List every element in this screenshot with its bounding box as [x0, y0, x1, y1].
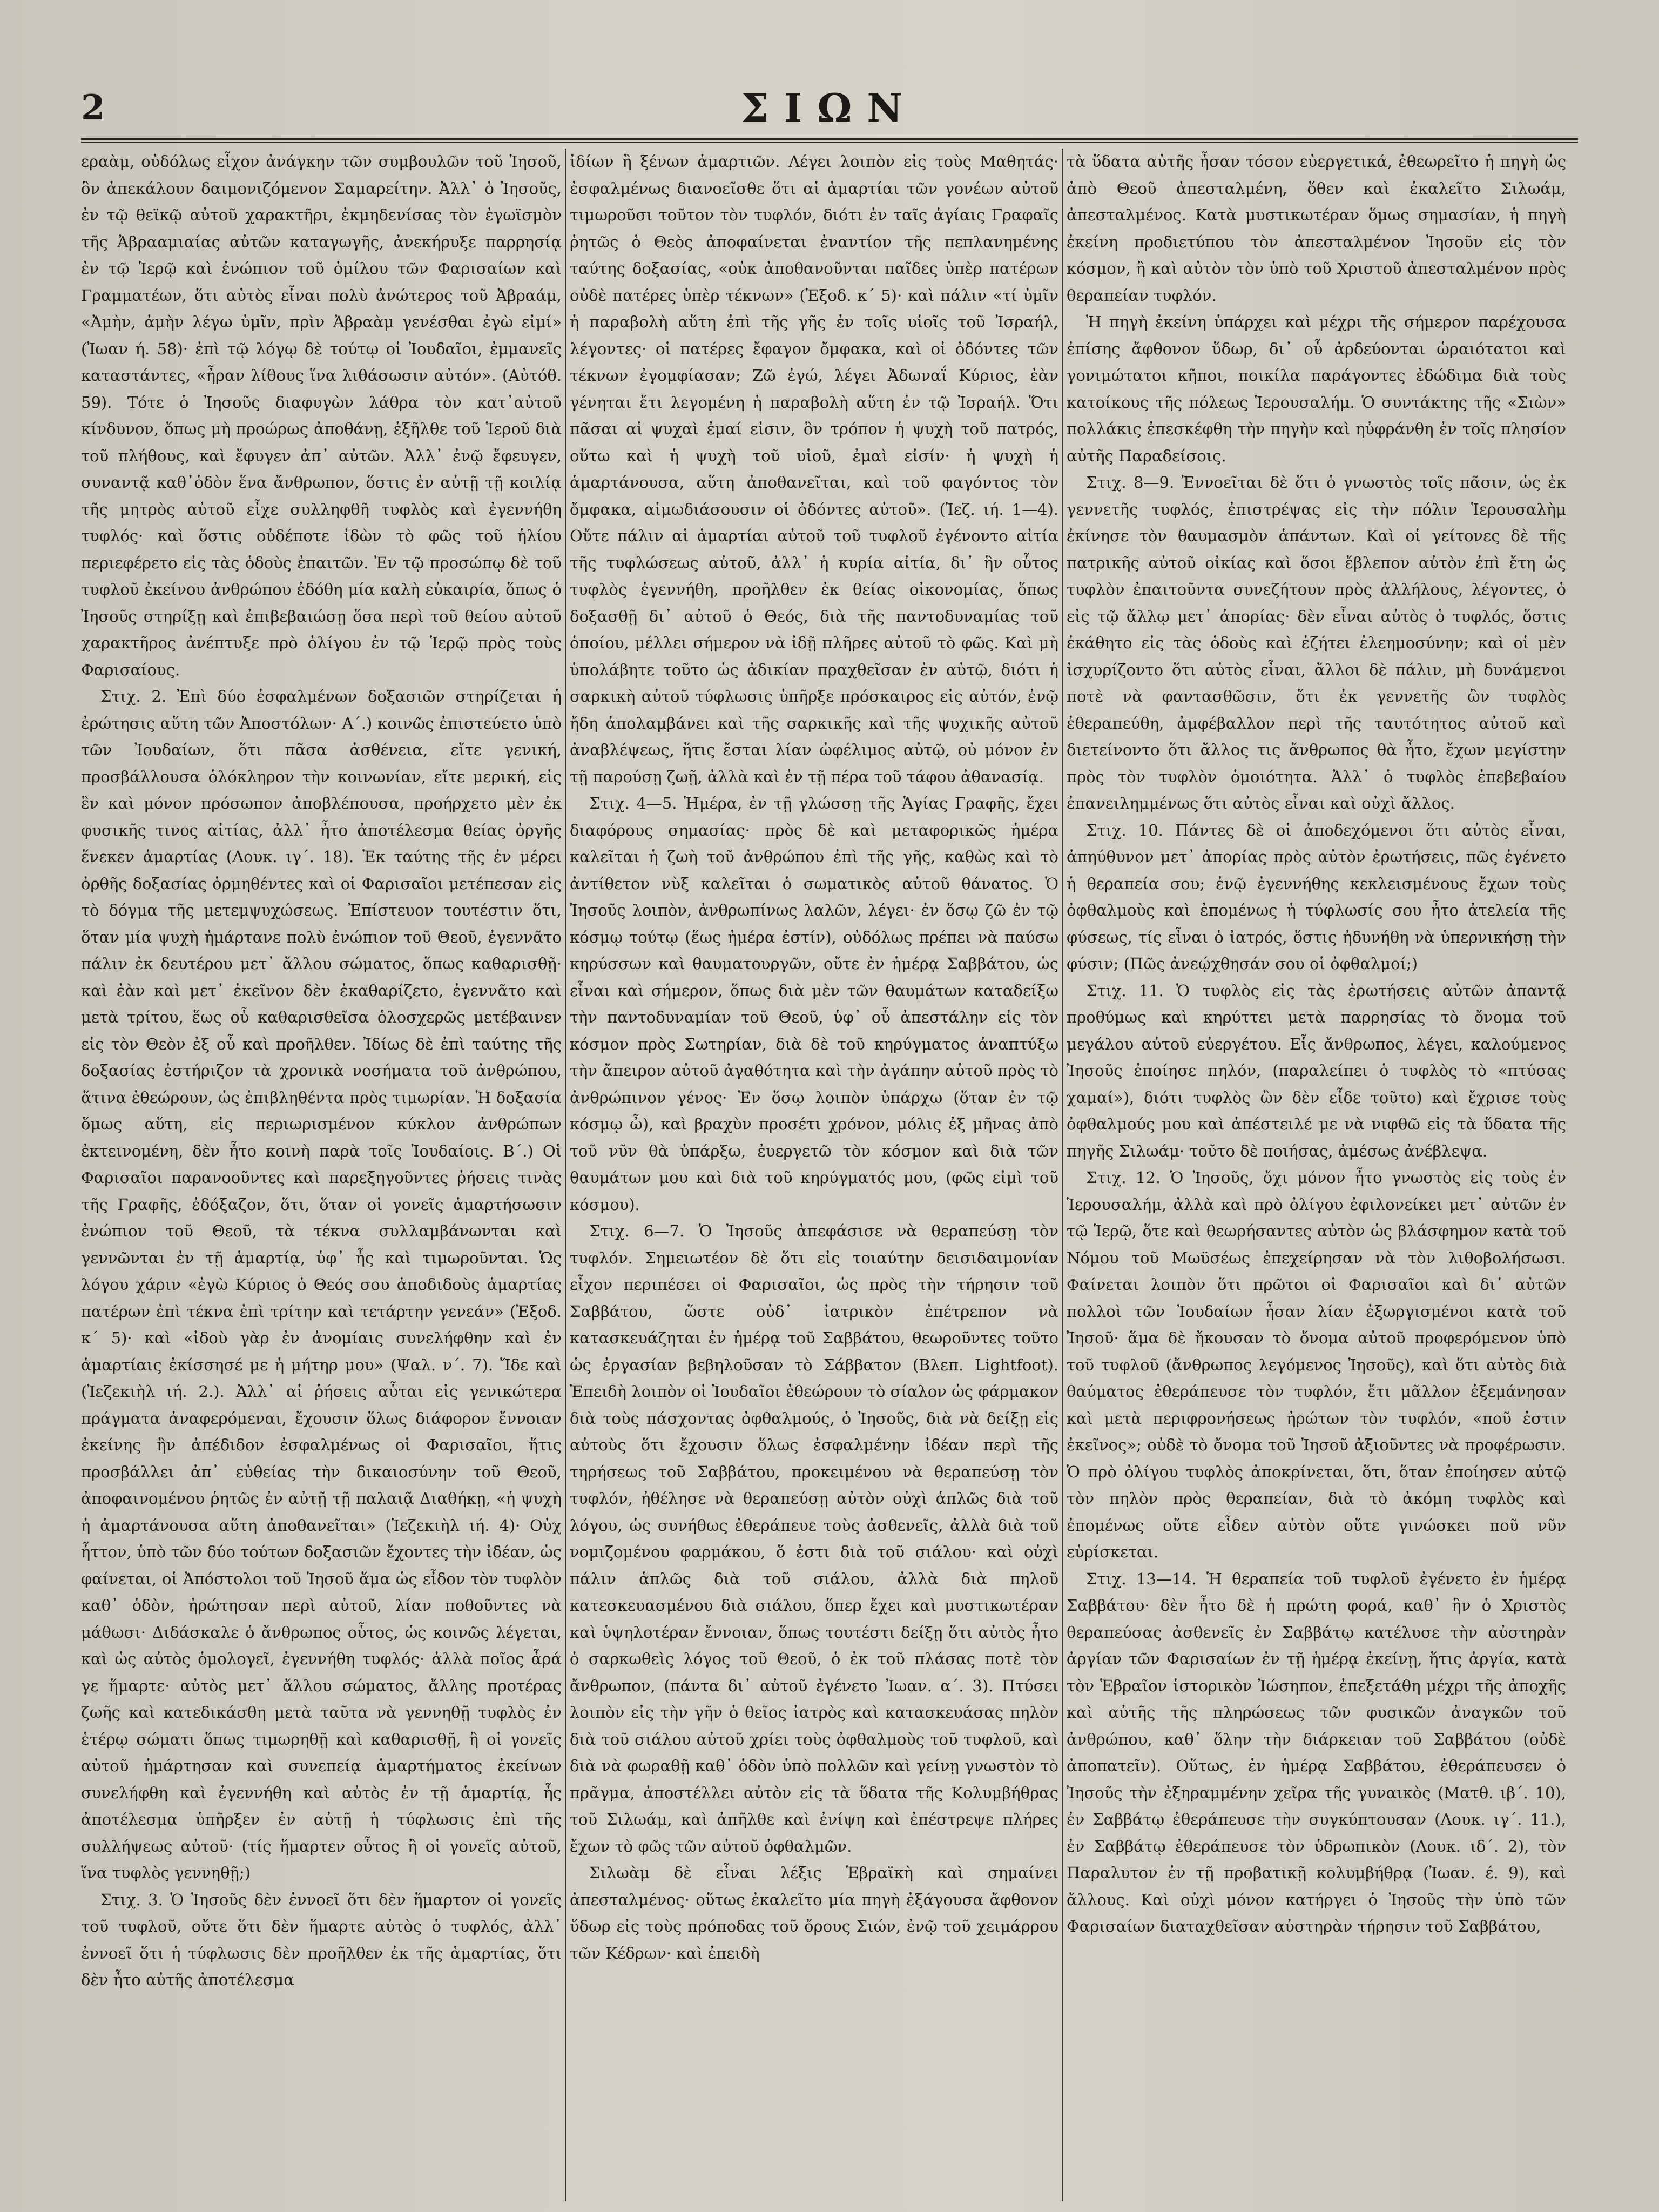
- header-rule: [81, 138, 1578, 140]
- paragraph: Στιχ. 3. Ὁ Ἰησοῦς δὲν ἐννοεῖ ὅτι δὲν ἥμαρτον οἱ γονεῖς τοῦ τυφλοῦ, οὔτε ὅτι δὲν ἥμαρτε αὐτὸς ὁ τυφλός, ἀλλ᾽ ἐννοεῖ ὅτι ἡ τύφλωσις δὲν προῆλθεν ἐκ τῆς ἁμαρτίας, ὅτι δὲν ἦτο αὐτῆς ἀποτέλεσμα: [81, 1890, 562, 1989]
- masthead-title: ΣΙΩΝ: [741, 85, 918, 131]
- paragraph: Στιχ. 11. Ὁ τυφλὸς εἰς τὰς ἐρωτήσεις αὐτῶν ἀπαντᾷ προθύμως καὶ κηρύττει μετὰ παρρησίας τὸ ὄνομα τοῦ μεγάλου αὐτοῦ εὐεργέτου. Εἷς ἄνθρωπος, λέγει, καλούμενος Ἰησοῦς ἐποίησε πηλόν, (παραλείπει ὁ τυφλὸς τὸ «πτύσας χαμαί»), διότι τυφλὸς ὢν δὲν εἶδε τοῦτο) καὶ ἔχρισε τοὺς ὀφθαλμούς μου καὶ ἀπέστειλέ με νὰ νιφθῶ εἰς τὰ ὕδατα τῆς πηγῆς Σιλωάμ· τοῦτο δὲ ποιήσας, ἀμέσως ἀνέβλεψα.: [1067, 981, 1566, 1160]
- page-number: 2: [81, 88, 105, 128]
- paragraph: Σιλωὰμ δὲ εἶναι λέξις Ἑβραϊκὴ καὶ σημαίνει ἀπεσταλμένος· οὕτως ἐκαλεῖτο μία πηγὴ ἐξάγουσα ἄφθονον ὕδωρ εἰς τοὺς πρόποδας τοῦ ὄρους Σιών, ἐνῷ τοῦ χειμάρρου τῶν Κέδρων· καὶ ἐπειδὴ: [570, 1864, 1058, 1962]
- paragraph: εραὰμ, οὐδόλως εἶχον ἀνάγκην τῶν συμβουλῶν τοῦ Ἰησοῦ, ὃν ἀπεκάλουν δαιμονιζόμενον Σαμαρείτην. Ἀλλ᾽ ὁ Ἰησοῦς, ἐν τῷ θεϊκῷ αὐτοῦ χαρακτῆρι, ἐκμηδενίσας τὸν ἐγωϊσμὸν τῆς Ἀβρααμιαίας αὐτῶν καταγωγῆς, ἀνεκήρυξε παρρησίᾳ ἐν τῷ Ἱερῷ καὶ ἐνώπιον τοῦ ὁμίλου τῶν Φαρισαίων καὶ Γραμματέων, ὅτι αὐτὸς εἶναι πολὺ ἀνώτερος τοῦ Ἀβραάμ, «Ἀμὴν, ἀμὴν λέγω ὑμῖν, πρὶν Ἀβραὰμ γενέσθαι ἐγὼ εἰμί» (Ἰωαν ή. 58)· ἐπὶ τῷ λόγῳ δὲ τούτῳ οἱ Ἰουδαῖοι, ἐμμανεῖς καταστάντες, «ἦραν λίθους ἵνα λιθάσωσιν αὐτόν». (Αὐτόθ. 59). Τότε ὁ Ἰησοῦς διαφυγὼν λάθρα τὸν κατ᾽αὐτοῦ κίνδυνον, ὅπως μὴ προώρως ἀποθάνῃ, ἐξῆλθε τοῦ Ἱεροῦ διὰ τοῦ πλήθους, καὶ ἔφυγεν ἀπ᾽ αὐτῶν. Ἀλλ᾽ ἐνῷ ἔφευγεν, συναντᾷ καθ᾽ὁδὸν ἕνα ἄνθρωπον, ὅστις ἐν αὐτῇ τῇ κοιλίᾳ τῆς μητρὸς αὐτοῦ εἶχε συλληφθῆ τυφλὸς καὶ ἐγεννήθη τυφλός· καὶ ὅστις οὐδέποτε ἰδὼν τὸ φῶς τοῦ ἡλίου περιεφέρετο εἰς τὰς ὁδοὺς ἐπαιτῶν. Ἐν τῷ προσώπῳ δὲ τοῦ τυφλοῦ ἐκείνου ἀνθρώπου ἐδόθη μία καλὴ εὐκαιρία, ὅπως ὁ Ἰησοῦς στηρίξῃ καὶ ἐπιβεβαιώσῃ ὅσα περὶ τοῦ θείου αὐτοῦ χαρακτῆρος ἀνέπτυξε πρὸ ὀλίγου ἐν τῷ Ἱερῷ πρὸς τοὺς Φαρισαίους.: [81, 152, 562, 679]
- paragraph: τὰ ὕδατα αὐτῆς ἦσαν τόσον εὐεργετικά, ἐθεωρεῖτο ἡ πηγὴ ὡς ἀπὸ Θεοῦ ἀπεσταλμένη, ὅθεν καὶ ἐκαλεῖτο Σιλωάμ, ἀπεσταλμένος. Κατὰ μυστικωτέραν ὅμως σημασίαν, ἡ πηγὴ ἐκείνη προδιετύπου τὸν ἀπεσταλμένον Ἰησοῦν εἰς τὸν κόσμον, ἢ καὶ αὐτὸν τὸν ὑπὸ τοῦ Χριστοῦ ἀπεσταλμένον πρὸς θεραπείαν τυφλόν.: [1067, 152, 1566, 305]
- paragraph: Ἡ πηγὴ ἐκείνη ὑπάρχει καὶ μέχρι τῆς σήμερον παρέχουσα ἐπίσης ἄφθονον ὕδωρ, δι᾽ οὗ ἀρδεύονται ὡραιότατοι καὶ γονιμώτατοι κῆποι, ποικίλα παράγοντες ἐδώδιμα διὰ τοὺς κατοίκους τῆς πόλεως Ἱερουσαλήμ. Ὁ συντάκτης τῆς «Σιὼν» πολλάκις ἐπεσκέφθη τὴν πηγὴν καὶ ηὐφράνθη ἐν τοῖς πλησίον αὐτῆς Παραδείσοις.: [1067, 313, 1566, 465]
- header-rule-thin: [81, 142, 1578, 143]
- paragraph: Στιχ. 8—9. Ἐννοεῖται δὲ ὅτι ὁ γνωστὸς τοῖς πᾶσιν, ὡς ἐκ γεννετῆς τυφλός, ἐπιστρέψας εἰς τὴν πόλιν Ἱερουσαλὴμ ἐκίνησε τὸν θαυμασμὸν ἁπάντων. Καὶ οἱ γείτονες δὲ τῆς πατρικῆς αὐτοῦ οἰκίας καὶ ὅσοι ἔβλεπον αὐτὸν ἐπὶ ἔτη ὡς τυφλὸν ἐπαιτοῦντα συνεζήτουν πρὸς ἀλλήλους, λέγοντες, ὁ εἰς τῷ ἄλλῳ μετ᾽ ἀπορίας· δὲν εἶναι αὐτὸς ὁ τυφλός, ὅστις ἐκάθητο εἰς τὰς ὁδοὺς καὶ ἐζήτει ἐλεημοσύνην; καὶ οἱ μὲν ἰσχυρίζοντο ὅτι αὐτὸς εἶναι, ἄλλοι δὲ πάλιν, μὴ δυνάμενοι ποτὲ νὰ φαντασθῶσιν, ὅτι ἐκ γεννετῆς ὢν τυφλὸς ἐθεραπεύθη, ἀμφέβαλλον περὶ τῆς ταυτότητος αὐτοῦ καὶ διετείνοντο ὅτι ἄλλος τις ἄνθρωπος θὰ ἦτο, ἔχων μεγίστην πρὸς τὸν τυφλὸν ὁμοιότητα. Ἀλλ᾽ ὁ τυφλὸς ἐπεβεβαίου ἐπανειλημμένως ὅτι αὐτὸς εἶναι καὶ οὐχὶ ἄλλος.: [1067, 473, 1566, 812]
- paragraph: Στιχ. 4—5. Ἡμέρα, ἐν τῇ γλώσσῃ τῆς Ἁγίας Γραφῆς, ἔχει διαφόρους σημασίας· πρὸς δὲ καὶ μεταφορικῶς ἡμέρα καλεῖται ἡ ζωὴ τοῦ ἀνθρώπου ἐπὶ τῆς γῆς, καθὼς καὶ τὸ ἀντίθετον νὺξ καλεῖται ὁ σωματικὸς αὐτοῦ θάνατος. Ὁ Ἰησοῦς λοιπὸν, ἀνθρωπίνως λαλῶν, λέγει· ἐν ὅσῳ ζῶ ἐν τῷ κόσμῳ τούτῳ (ἕως ἡμέρα ἐστίν), οὐδόλως πρέπει νὰ παύσω κηρύσσων καὶ θαυματουργῶν, οὔτε ἐν ἡμέρᾳ Σαββάτου, ὡς εἶναι καὶ σήμερον, ὅπως διὰ μὲν τῶν θαυμάτων καταδείξω τὴν παντοδυναμίαν τοῦ Θεοῦ, ὑφ᾽ οὗ ἀπεστάλην εἰς τὸν κόσμον πρὸς Σωτηρίαν, διὰ δὲ τοῦ κηρύγματος ἀναπτύξω τὴν ἄπειρον αὐτοῦ ἀγαθότητα καὶ τὴν ἀγάπην αὐτοῦ πρὸς τὸ ἀνθρώπινον γένος· Ἐν ὅσῳ λοιπὸν ὑπάρχω (ὅταν ἐν τῷ κόσμῳ ὦ), καὶ βραχὺν προσέτι χρόνον, μόλις ἐξ μῆνας ἀπὸ τοῦ νῦν θὰ ὑπάρξω, ἐυεργετῶ τὸν κόσμον καὶ διὰ τῶν θαυμάτων μου καὶ διὰ τοῦ κηρύγματός μου, (φῶς εἰμὶ τοῦ κόσμου).: [570, 794, 1058, 1214]
- column-divider: [1062, 149, 1063, 2201]
- column-2: [570, 149, 1058, 2201]
- paragraph: Στιχ. 12. Ὁ Ἰησοῦς, ὄχι μόνον ἦτο γνωστὸς εἰς τοὺς ἐν Ἱερουσαλήμ, ἀλλὰ καὶ πρὸ ὀλίγου ἐφιλονείκει μετ᾽ αὐτῶν ἐν τῷ Ἱερῷ, ὅτε καὶ θεωρήσαντες αὐτὸν ὡς βλάσφημον κατὰ τοῦ Νόμου τοῦ Μωϋσέως ἐπεχείρησαν νὰ τὸν λιθοβολήσωσι. Φαίνεται λοιπὸν ὅτι πρῶτοι οἱ Φαρισαῖοι καὶ δι᾽ αὐτῶν πολλοὶ τῶν Ἰουδαίων ἦσαν λίαν ἐξωργισμένοι κατὰ τοῦ Ἰησοῦ· ἅμα δὲ ἤκουσαν τὸ ὄνομα αὐτοῦ προφερόμενον ὑπὸ τοῦ τυφλοῦ (ἄνθρωπος λεγόμενος Ἰησοῦς), καὶ ὅτι αὐτὸς διὰ θαύματος ἐθεράπευσε τὸν τυφλόν, ἔτι μᾶλλον ἐξεμάνησαν καὶ μετὰ περιφρονήσεως ἠρώτων τὸν τυφλόν, «ποῦ ἐστιν ἐκεῖνος»; οὐδὲ τὸ ὄνομα τοῦ Ἰησοῦ ἀξιοῦντες νὰ προφέρωσιν. Ὁ πρὸ ὀλίγου τυφλὸς ἀποκρίνεται, ὅτι, ὅταν ἐποίησεν αὐτῷ τὸν πηλὸν πρὸς θεραπείαν, διὰ τὸ ἀκόμη τυφλὸς καὶ ἐπομένως οὔτε εἶδεν αὐτὸν οὔτε γινώσκει ποῦ νῦν εὑρίσκεται.: [1067, 1168, 1566, 1561]
- paragraph: Στιχ. 13—14. Ἡ θεραπεία τοῦ τυφλοῦ ἐγένετο ἐν ἡμέρᾳ Σαββάτου· δὲν ἦτο δὲ ἡ πρώτη φορά, καθ᾽ ἣν ὁ Χριστὸς θεραπεύσας ἀσθενεῖς ἐν Σαββάτῳ κατέλυσε τὴν αὐστηρὰν ἀργίαν τῶν Φαρισαίων ἐν τῇ ἡμέρᾳ ἐκείνῃ, ἥτις ἀργία, κατὰ τὸν Ἑβραῖον ἱστορικὸν Ἰώσηπον, ἐπεξετάθη μέχρι τῆς ἀποχῆς καὶ αὐτῆς τῆς πληρώσεως τῶν φυσικῶν ἀναγκῶν τοῦ ἀνθρώπου, καθ᾽ ὅλην τὴν διάρκειαν τοῦ Σαββάτου (οὐδὲ ἀποπατεῖν). Οὕτως, ἐν ἡμέρᾳ Σαββάτου, ἐθεράπευσεν ὁ Ἰησοῦς τὴν ἐξηραμμένην χεῖρα τῆς γυναικὸς (Ματθ. ιβ´. 10), ἐν Σαββάτῳ ἐθεράπευσε τὴν συγκύπτουσαν (Λουκ. ιγ´. 11.), ἐν Σαββάτῳ ἐθεράπευσε τὸν ὑδρωπικὸν (Λουκ. ιδ´. 2), τὸν Παραλυτον ἐν τῇ προβατικῇ κολυμβήθρᾳ (Ἰωαν. έ. 9), καὶ ἄλλους. Καὶ οὐχὶ μόνον κατήργει ὁ Ἰησοῦς τὴν ὑπὸ τῶν Φαρισαίων διαταχθεῖσαν αὐστηρὰν τήρησιν τοῦ Σαββάτου,: [1067, 1569, 1566, 1935]
- column-1: [81, 149, 562, 2201]
- page-header: [0, 81, 1659, 135]
- paragraph: Στιχ. 6—7. Ὁ Ἰησοῦς ἀπεφάσισε νὰ θεραπεύσῃ τὸν τυφλόν. Σημειωτέον δὲ ὅτι εἰς τοιαύτην δεισιδαιμονίαν εἶχον περιπέσει οἱ Φαρισαῖοι, ὡς πρὸς τὴν τήρησιν τοῦ Σαββάτου, ὥστε οὐδ᾽ ἰατρικὸν ἐπέτρεπον νὰ κατασκευάζηται ἐν ἡμέρᾳ τοῦ Σαββάτου, θεωροῦντες τοῦτο ὡς ἐργασίαν βεβηλοῦσαν τὸ Σάββατον (Βλεπ. Lightfoot). Ἐπειδὴ λοιπὸν οἱ Ἰουδαῖοι ἐθεώρουν τὸ σίαλον ὡς φάρμακον διὰ τοὺς πάσχοντας ὀφθαλμούς, ὁ Ἰησοῦς, διὰ νὰ δείξῃ εἰς αὐτοὺς ὅτι ἔχουσιν ὅλως ἐσφαλμένην ἰδέαν περὶ τῆς τηρήσεως τοῦ Σαββάτου, προκειμένου νὰ θεραπεύσῃ τὸν τυφλόν, ἠθέλησε νὰ θεραπεύσῃ αὐτὸν οὐχὶ ἁπλῶς διὰ τοῦ λόγου, ὡς συνήθως ἐθεράπευε τοὺς ἀσθενεῖς, ἀλλὰ διὰ τοῦ νομιζομένου φαρμάκου, ὅ ἐστι διὰ τοῦ σιάλου· καὶ οὐχὶ πάλιν ἁπλῶς διὰ τοῦ σιάλου, ἀλλὰ διὰ πηλοῦ κατεσκευασμένου διὰ σιάλου, ὅπερ ἔχει καὶ μυστικωτέραν καὶ ὑψηλοτέραν ἔννοιαν, ὅπως τουτέστι δείξῃ ὅτι αὐτὸς ἦτο ὁ σαρκωθεὶς λόγος τοῦ Θεοῦ, ὁ ἐκ τοῦ πλάσας ποτὲ τὸν ἄνθρωπον, (πάντα δι᾽ αὐτοῦ ἐγένετο Ἰωαν. α´. 3). Πτύσει λοιπὸν εἰς τὴν γῆν ὁ θεῖος ἰατρὸς καὶ κατασκευάσας πηλὸν διὰ τοῦ σιάλου αὐτοῦ χρίει τοὺς ὀφθαλμοὺς τοῦ τυφλοῦ, καὶ διὰ νὰ φωραθῇ καθ᾽ ὁδὸν ὑπὸ πολλῶν καὶ γείνῃ γνωστὸν τὸ πρᾶγμα, ἀποστέλλει αὐτὸν εἰς τὰ ὕδατα τῆς Κολυμβήθρας τοῦ Σιλωάμ, καὶ ἀπῆλθε καὶ ἐνίψη καὶ ἐπέστρεψε πλήρες ἔχων τὸ φῶς τῶν αὐτοῦ ὀφθαλμῶν.: [570, 1222, 1058, 1855]
- paragraph: Στιχ. 2. Ἐπὶ δύο ἐσφαλμένων δοξασιῶν στηρίζεται ἡ ἐρώτησις αὕτη τῶν Ἀποστόλων· Α´.) κοινῶς ἐπιστεύετο ὑπὸ τῶν Ἰουδαίων, ὅτι πᾶσα ἀσθένεια, εἴτε γενική, προσβάλλουσα ὁλόκληρον τὴν κοινωνίαν, εἴτε μερική, εἰς ἓν καὶ μόνον πρόσωπον ἀποβλέπουσα, προήρχετο μὲν ἐκ φυσικῆς τινος αἰτίας, ἀλλ᾽ ἦτο ἀποτέλεσμα θείας ὀργῆς ἕνεκεν ἁμαρτίας (Λουκ. ιγ´. 18). Ἐκ ταύτης τῆς ἐν μέρει ὀρθῆς δοξασίας ὁρμηθέντες καὶ οἱ Φαρισαῖοι μετέπεσαν εἰς τὸ δόγμα τῆς μετεμψυχώσεως. Ἐπίστευον τουτέστιν ὅτι, ὅταν μία ψυχὴ ἡμάρτανε πολὺ ἐνώπιον τοῦ Θεοῦ, ἐγεννᾶτο πάλιν ἐκ δευτέρου μετ᾽ ἄλλου σώματος, ὅπως καθαρισθῇ· καὶ ἐὰν καὶ μετ᾽ ἐκεῖνον δὲν ἐκαθαρίζετο, ἐγεννᾶτο καὶ μετὰ τρίτου, ἕως οὗ καθαρισθεῖσα ὁλοσχερῶς μετέβαινεν εἰς τὸν Θεὸν ἐξ οὗ καὶ προῆλθεν. Ἰδίως δὲ ἐπὶ ταύτης τῆς δοξασίας ἐστήριζον τὰ χρονικὰ νοσήματα τοῦ ἀνθρώπου, ἅτινα ἐθεώρουν, ὡς ἐπιβληθέντα πρὸς τιμωρίαν. Ἡ δοξασία ὅμως αὕτη, εἰς περιωρισμένον κύκλον ἀνθρώπων ἐκτεινομένη, δὲν ἦτο κοινὴ παρὰ τοῖς Ἰουδαίοις. Β´.) Οἱ Φαρισαῖοι παρανοοῦντες καὶ παρεξηγοῦντες ῥήσεις τινὰς τῆς Γραφῆς, ἐδόξαζον, ὅτι, ὅταν οἱ γονεῖς ἁμαρτήσωσιν ἐνώπιον τοῦ Θεοῦ, τὰ τέκνα συλλαμβάνωνται καὶ γεννῶνται ἐν τῇ ἁμαρτίᾳ, ὑφ᾽ ἧς καὶ τιμωροῦνται. Ὡς λόγου χάριν «ἐγὼ Κύριος ὁ Θεός σου ἀποδιδοὺς ἁμαρτίας πατέρων ἐπὶ τέκνα ἐπὶ τρίτην καὶ τετάρτην γενεάν» (Ἐξοδ. κ´ 5)· καὶ «ἰδοὺ γὰρ ἐν ἀνομίαις συνελήφθην καὶ ἐν ἁμαρτίαις ἐκίσσησέ με ἡ μήτηρ μου» (Ψαλ. ν´. 7). Ἴδε καὶ (Ἰεζεκιὴλ ιή. 2.). Ἀλλ᾽ αἱ ῥήσεις αὗται εἰς γενικώτερα πράγματα ἀναφερόμεναι, ἔχουσιν ὅλως διάφορον ἔννοιαν ἐκείνης ἣν ἀπέδιδον ἐσφαλμένως οἱ Φαρισαῖοι, ἥτις προσβάλλει ἀπ᾽ εὐθείας τὴν δικαιοσύνην τοῦ Θεοῦ, ἀποφαινομένου ῥητῶς ἐν αὐτῇ τῇ παλαιᾷ Διαθήκῃ, «ἡ ψυχὴ ἡ ἁμαρτάνουσα αὕτη ἀποθανεῖται» (Ἰεζεκιὴλ ιή. 4)· Οὐχ ἧττον, ὑπὸ τῶν δύο τούτων δοξασιῶν ἔχοντες τὴν ἰδέαν, ὡς φαίνεται, οἱ Ἀπόστολοι τοῦ Ἰησοῦ ἅμα ὡς εἶδον τὸν τυφλὸν καθ᾽ ὁδὸν, ἠρώτησαν περὶ αὐτοῦ, λίαν ποθοῦντες νὰ μάθωσι· Διδάσκαλε ὁ ἄνθρωπος οὗτος, ὡς κοινῶς λέγεται, καὶ ὡς αὐτὸς ὁμολογεῖ, ἐγεννήθη τυφλός· ἀλλὰ ποῖος ἆρά γε ἥμαρτε· αὐτὸς μετ᾽ ἄλλου σώματος, ἄλλης προτέρας ζωῆς καὶ κατεδικάσθη μετὰ ταῦτα νὰ γεννηθῇ τυφλὸς ἐν ἑτέρῳ σώματι ὅπως τιμωρηθῇ καὶ καθαρισθῇ, ἢ οἱ γονεῖς αὐτοῦ ἡμάρτησαν καὶ συνεπείᾳ ἁμαρτήματος ἐκείνων συνελήφθη καὶ ἐγεννήθη καὶ αὐτὸς ἐν τῇ ἁμαρτίᾳ, ἧς ἀποτέλεσμα ὑπῆρξεν ἐν αὐτῇ ἡ τύφλωσις ἐπὶ τῆς συλλήψεως αὐτοῦ· (τίς ἥμαρτεν οὗτος ἢ οἱ γονεῖς αὐτοῦ, ἵνα τυφλὸς γεννηθῇ;): [81, 687, 562, 1882]
- paragraph: Στιχ. 10. Πάντες δὲ οἱ ἀποδεχόμενοι ὅτι αὐτὸς εἶναι, ἀπηύθυνον μετ᾽ ἀπορίας πρὸς αὐτὸν ἐρωτήσεις, πῶς ἐγένετο ἡ θεραπεία σου; ἐνῷ ἐγεννήθης κεκλεισμένους ἔχων τοὺς ὀφθαλμοὺς καὶ ἐπομένως ἡ τύφλωσίς σου ἦτο ἀτελεία τῆς φύσεως, τίς εἶναι ὁ ἰατρός, ὅστις ἠδυνήθη νὰ ὑπερνικήσῃ τὴν φύσιν; (Πῶς ἀνεῴχθησάν σου οἱ ὀφθαλμοί;): [1067, 821, 1566, 973]
- paragraph: ἰδίων ἢ ξένων ἁμαρτιῶν. Λέγει λοιπὸν εἰς τοὺς Μαθητάς· ἐσφαλμένως διανοεῖσθε ὅτι αἱ ἁμαρτίαι τῶν γονέων αὐτοῦ τιμωροῦσι τοῦτον τὸν τυφλόν, διότι ἐν ταῖς ἁγίαις Γραφαῖς ῥητῶς ὁ Θεὸς ἀποφαίνεται ἐναντίον τῆς πεπλανημένης ταύτης δοξασίας, «οὐκ ἀποθανοῦνται παῖδες ὑπὲρ πατέρων οὐδὲ πατέρες ὑπὲρ τέκνων» (Ἐξοδ. κ´ 5)· καὶ πάλιν «τί ὑμῖν ἡ παραβολὴ αὕτη ἐπὶ τῆς γῆς ἐν τοῖς υἱοῖς τοῦ Ἰσραήλ, λέγοντες· οἱ πατέρες ἔφαγον ὄμφακα, καὶ οἱ ὀδόντες τῶν τέκνων ἐγομφίασαν; Ζῶ ἐγώ, λέγει Ἀδωναΐ Κύριος, ἐὰν γένηται ἔτι λεγομένη ἡ παραβολὴ αὕτη ἐν τῷ Ἰσραήλ. Ὅτι πᾶσαι αἱ ψυχαὶ ἐμαί εἰσιν, ὃν τρόπον ἡ ψυχὴ τοῦ πατρός, οὕτω καὶ ἡ ψυχὴ τοῦ υἱοῦ, ἐμαὶ εἰσίν· ἡ ψυχὴ ἡ ἁμαρτάνουσα, αὕτη ἀποθανεῖται, καὶ τοῦ φαγόντος τὸν ὄμφακα, αἱμωδιάσουσιν οἱ ὀδόντες αὐτοῦ». (Ἰεζ. ιή. 1—4). Οὔτε πάλιν αἱ ἁμαρτίαι αὐτοῦ τοῦ τυφλοῦ ἐγένοντο αἰτία τῆς τυφλώσεως αὐτοῦ, ἀλλ᾽ ἡ κυρία αἰτία, δι᾽ ἣν οὗτος τυφλὸς ἐγεννήθη, προῆλθεν ἐκ θείας οἰκονομίας, ὅπως δοξασθῇ δι᾽ αὐτοῦ ὁ Θεός, διὰ τῆς παντοδυναμίας τοῦ ὁποίου, μέλλει σήμερον νὰ ἰδῇ πλῆρες αὐτοῦ τὸ φῶς. Καὶ μὴ ὑπολάβητε τοῦτο ὡς ἀδικίαν πραχθεῖσαν ἐν αὐτῷ, διότι ἡ σαρκικὴ αὐτοῦ τύφλωσις ὑπῆρξε πρόσκαιρος εἰς αὐτόν, ἐνῷ ἤδη ἀπολαμβάνει καὶ τῆς σαρκικῆς καὶ τῆς ψυχικῆς αὐτοῦ ἀναβλέψεως, ἥτις ἔσται λίαν ὠφέλιμος αὐτῷ, οὐ μόνον ἐν τῇ παρούσῃ ζωῇ, ἀλλὰ καὶ ἐν τῇ πέρα τοῦ τάφου ἀθανασίᾳ.: [570, 152, 1058, 786]
- column-divider: [565, 149, 566, 2201]
- column-3: [1067, 149, 1566, 2201]
